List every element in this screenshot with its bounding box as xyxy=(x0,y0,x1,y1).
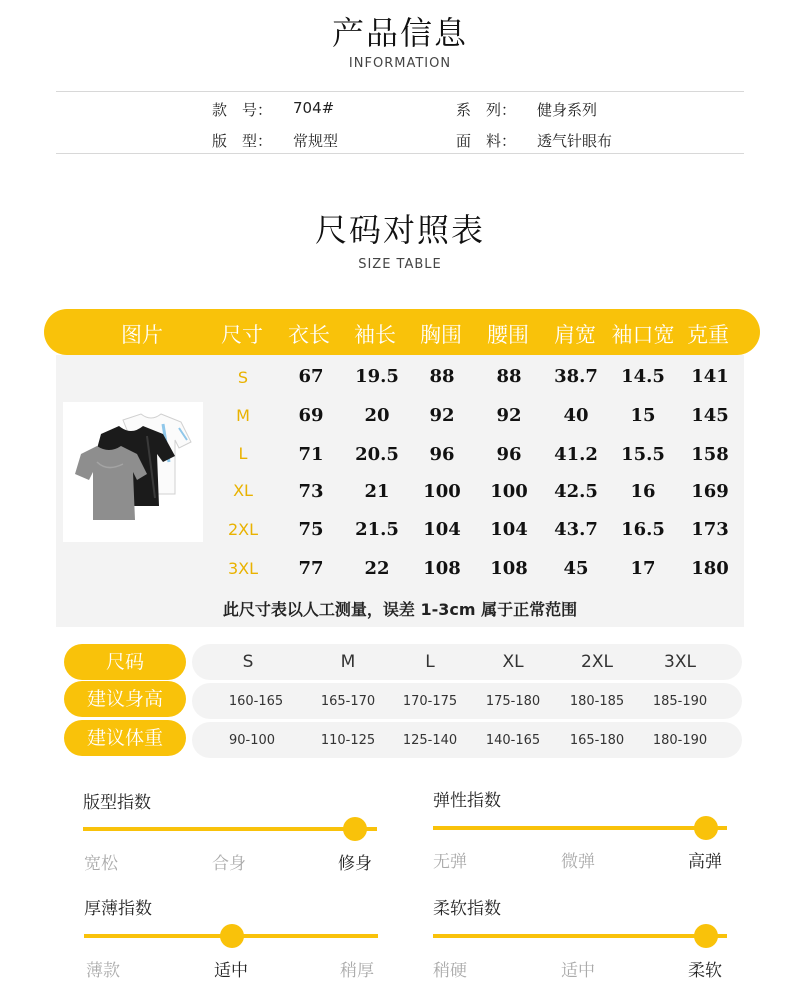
cell: 158 xyxy=(691,444,729,465)
cell: 16.5 xyxy=(621,519,665,540)
cell: 180 xyxy=(691,558,729,579)
cell: 20 xyxy=(364,405,390,426)
header-waist: 腰围 xyxy=(487,323,529,347)
row-size: M xyxy=(236,406,250,425)
fit-index-knob xyxy=(343,817,367,841)
cell: 77 xyxy=(298,558,324,579)
cell: 73 xyxy=(298,481,324,502)
cell: 19.5 xyxy=(355,366,399,387)
softness-index-label: 适中 xyxy=(561,961,595,981)
divider xyxy=(56,153,744,154)
rec-size: XL xyxy=(502,652,524,672)
cell: 104 xyxy=(423,519,461,540)
rec-height: 160-165 xyxy=(228,694,284,709)
rec-height: 170-175 xyxy=(402,694,458,709)
series-value: 健身系列 xyxy=(537,101,598,119)
cell: 88 xyxy=(496,366,522,387)
elasticity-index-label: 高弹 xyxy=(688,852,722,872)
height-label-pill: 建议身高 xyxy=(64,681,186,717)
rec-weight: 90-100 xyxy=(228,733,276,748)
cell: 22 xyxy=(364,558,390,579)
softness-index-title: 柔软指数 xyxy=(433,899,501,919)
series-label: 系 列： xyxy=(456,101,517,119)
cell: 100 xyxy=(423,481,461,502)
cell: 41.2 xyxy=(554,444,598,465)
cell: 169 xyxy=(691,481,729,502)
rec-height: 185-190 xyxy=(652,694,708,709)
rec-weight: 140-165 xyxy=(485,733,541,748)
fit-index-label: 合身 xyxy=(212,854,246,874)
cell: 75 xyxy=(298,519,324,540)
thickness-index-knob xyxy=(220,924,244,948)
thickness-index-label: 适中 xyxy=(214,961,248,981)
rec-weight: 110-125 xyxy=(320,733,376,748)
cell: 104 xyxy=(490,519,528,540)
size-subtitle: SIZE TABLE xyxy=(358,257,442,272)
header-sleeve: 袖长 xyxy=(354,323,396,347)
thickness-index-label: 薄款 xyxy=(86,961,120,981)
rec-height: 165-170 xyxy=(320,694,376,709)
softness-index-knob xyxy=(694,924,718,948)
cell: 17 xyxy=(630,558,656,579)
cell: 100 xyxy=(490,481,528,502)
rec-weight: 165-180 xyxy=(569,733,625,748)
rec-size: M xyxy=(340,652,356,672)
rec-weight: 180-190 xyxy=(652,733,708,748)
header-size: 尺寸 xyxy=(221,323,263,347)
row-size: XL xyxy=(233,481,253,500)
fit-label: 版 型： xyxy=(212,132,273,150)
header-cuff: 袖口宽 xyxy=(611,323,675,347)
header-shoulder: 肩宽 xyxy=(554,323,596,347)
row-size: L xyxy=(238,444,248,463)
cell: 38.7 xyxy=(554,366,598,387)
fabric-value: 透气针眼布 xyxy=(537,132,613,150)
softness-index-track xyxy=(433,934,727,938)
product-image xyxy=(63,402,203,542)
cell: 45 xyxy=(563,558,589,579)
fit-index-track xyxy=(83,827,377,831)
cell: 69 xyxy=(298,405,324,426)
cell: 20.5 xyxy=(355,444,399,465)
cell: 43.7 xyxy=(554,519,598,540)
elasticity-index-track xyxy=(433,826,727,830)
size-label-pill: 尺码 xyxy=(64,644,186,680)
cell: 96 xyxy=(429,444,455,465)
rec-size: L xyxy=(425,652,435,672)
cell: 16 xyxy=(630,481,656,502)
elasticity-index-label: 微弹 xyxy=(561,852,595,872)
weight-label-pill: 建议体重 xyxy=(64,720,186,756)
cell: 67 xyxy=(298,366,324,387)
softness-index-label: 柔软 xyxy=(688,961,722,981)
fit-index-title: 版型指数 xyxy=(83,793,151,813)
elasticity-index-knob xyxy=(694,816,718,840)
info-title: 产品信息 xyxy=(331,14,468,52)
size-title: 尺码对照表 xyxy=(314,211,485,249)
cell: 14.5 xyxy=(621,366,665,387)
cell: 21 xyxy=(364,481,390,502)
info-subtitle: INFORMATION xyxy=(348,56,452,71)
cell: 15 xyxy=(630,405,656,426)
header-weight: 克重 xyxy=(687,323,729,347)
thickness-index-title: 厚薄指数 xyxy=(84,899,152,919)
tshirt-icon xyxy=(63,402,203,542)
fit-value: 常规型 xyxy=(293,132,339,150)
divider xyxy=(56,91,744,92)
cell: 15.5 xyxy=(621,444,665,465)
cell: 42.5 xyxy=(554,481,598,502)
rec-size: 3XL xyxy=(664,652,696,672)
cell: 92 xyxy=(496,405,522,426)
cell: 108 xyxy=(423,558,461,579)
style-no-label: 款 号： xyxy=(212,101,273,119)
cell: 96 xyxy=(496,444,522,465)
row-size: 3XL xyxy=(227,559,259,578)
header-image: 图片 xyxy=(121,323,163,347)
rec-height: 180-185 xyxy=(569,694,625,709)
fit-index-label: 修身 xyxy=(338,854,372,874)
cell: 145 xyxy=(691,405,729,426)
cell: 108 xyxy=(490,558,528,579)
cell: 71 xyxy=(298,444,324,465)
fabric-label: 面 料： xyxy=(456,132,517,150)
rec-size: S xyxy=(242,652,254,672)
cell: 21.5 xyxy=(355,519,399,540)
cell: 92 xyxy=(429,405,455,426)
style-no-value: 704# xyxy=(293,99,335,117)
cell: 40 xyxy=(563,405,589,426)
rec-weight: 125-140 xyxy=(402,733,458,748)
softness-index-label: 稍硬 xyxy=(433,961,467,981)
fit-index-label: 宽松 xyxy=(84,854,118,874)
rec-height: 175-180 xyxy=(485,694,541,709)
measurement-note: 此尺寸表以人工测量，误差 1-3cm 属于正常范围 xyxy=(222,600,578,619)
cell: 88 xyxy=(429,366,455,387)
rec-size: 2XL xyxy=(581,652,613,672)
row-size: S xyxy=(237,368,249,387)
cell: 173 xyxy=(691,519,729,540)
elasticity-index-label: 无弹 xyxy=(433,852,467,872)
cell: 141 xyxy=(691,366,729,387)
header-chest: 胸围 xyxy=(420,323,462,347)
elasticity-index-title: 弹性指数 xyxy=(433,791,501,811)
thickness-index-label: 稍厚 xyxy=(340,961,374,981)
header-length: 衣长 xyxy=(288,323,330,347)
row-size: 2XL xyxy=(227,520,259,539)
